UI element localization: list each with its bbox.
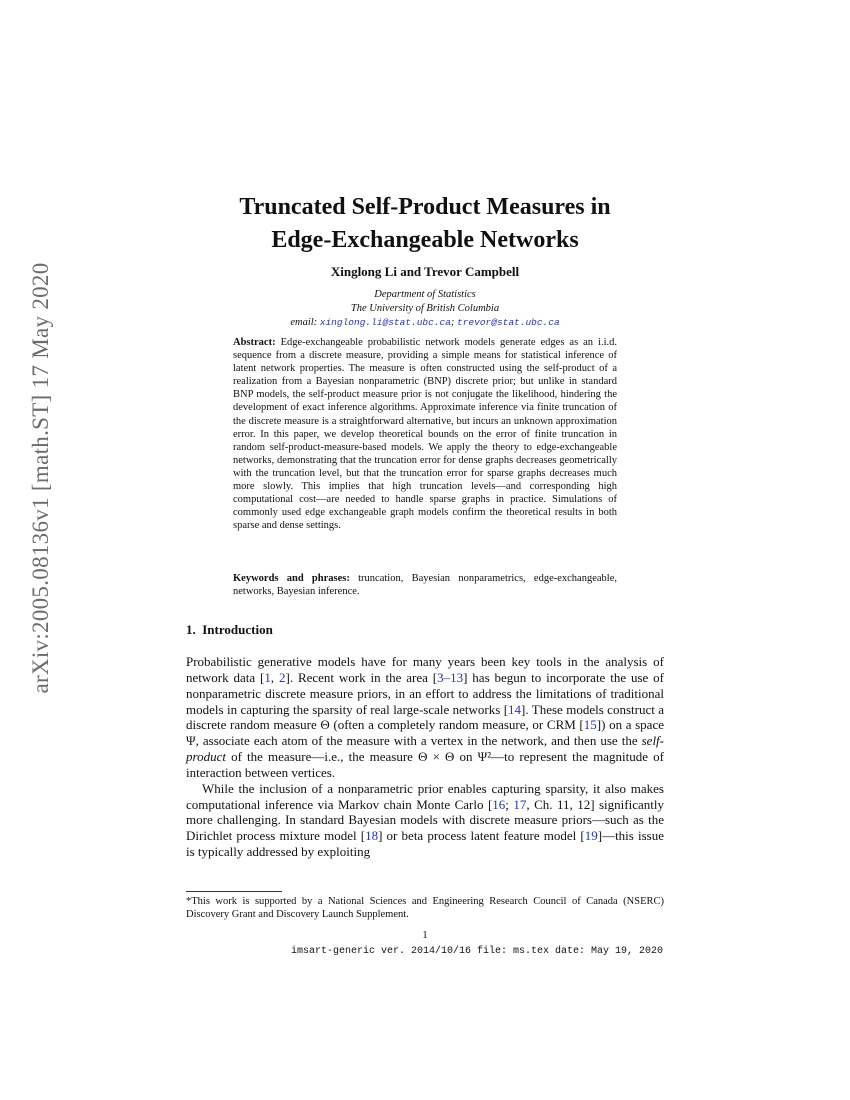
footnote-rule <box>186 891 282 892</box>
citation-link[interactable]: 19 <box>584 828 598 844</box>
text-run: While the inclusion of a nonparametric prior enables capturing sparsity, it also makes computational inference via Markov chain Monte Carlo [ <box>186 780 664 812</box>
imsart-footer: imsart-generic ver. 2014/10/16 file: ms.tex date: May 19, 2020 <box>290 946 663 957</box>
university: The University of British Columbia <box>350 303 500 314</box>
keywords-label: Keywords and phrases: <box>233 573 350 584</box>
department: Department of Statistics <box>374 289 476 300</box>
section-heading-introduction <box>186 622 273 638</box>
section-number: 1. <box>186 622 196 637</box>
keywords <box>233 572 617 598</box>
citation-link[interactable]: 1 <box>264 669 271 685</box>
title-line-2: Edge-Exchangeable Networks <box>271 227 579 253</box>
citation-link[interactable]: 3–13 <box>437 669 464 685</box>
abstract-text: Edge-exchangeable probabilistic network models generate edges as an i.i.d. sequence from a discrete measure, providing a simple means for statistical inference of latent network properties. The measure is often constructed using the self-product of a realization from a Bayesian nonparametric (BNP) discrete prior; but unlike in standard BNP models, the self-product measure prior is not conjugate the likelihood, hindering the development of exact inference algorithms. Approximate inference via finite truncation of the discrete measure is a straightforward alternative, but incurs an unknown approximation error. In this paper, we develop theoretical bounds on the error of finite truncation in random self-product-measure-based models. We apply the theory to edge-exchangeable networks, demonstrating that the truncation error for dense graphs decreases geometrically with the truncation level, but that the truncation error for sparse graphs decreases much more slowly. This implies that high truncation levels—and corresponding high computational cost—are needed to handle sparse graphs in practice. Simulations of commonly used edge exchangeable graph models confirm the theoretical results in both sparse and dense settings. <box>233 337 618 532</box>
citation-link[interactable]: 2 <box>278 669 286 685</box>
email-line <box>186 316 664 330</box>
title-line-1: Truncated Self-Product Measures in <box>239 194 611 220</box>
text-run: ]—this issue is typically addressed by exploiting <box>186 828 664 860</box>
email-separator: ; <box>450 317 455 328</box>
citation-link[interactable]: 18 <box>365 828 379 844</box>
text-run: Probabilistic generative models have for many years been key tools in the analysis of network data [ <box>186 654 664 685</box>
affiliation-block <box>186 288 664 330</box>
text-run: ]) on a space Ψ, associate each atom of the measure with a vertex in the network, and then use the <box>186 717 664 749</box>
section-title: Introduction <box>202 622 273 637</box>
text-run: ]. These models construct a discrete random measure Θ (often a completely random measure, or CRM [ <box>186 701 665 733</box>
citation-link[interactable]: 14 <box>508 701 522 717</box>
introduction-body <box>186 654 664 860</box>
email-prefix: email: <box>290 317 318 328</box>
paper-title <box>186 191 664 257</box>
abstract <box>233 336 617 532</box>
citation-link[interactable]: 15 <box>583 717 597 733</box>
text-run: ; <box>505 796 514 812</box>
footnote: *This work is supported by a National Sciences and Engineering Research Council of Canada (NSERC) Discovery Grant and Discovery Launch Supplement. <box>186 896 664 920</box>
arxiv-identifier: arXiv:2005.08136v1 [math.ST] 17 May 2020 <box>28 262 53 694</box>
abstract-label: Abstract: <box>233 337 276 348</box>
keywords-text: truncation, Bayesian nonparametrics, edge-exchangeable, networks, Bayesian inference. <box>233 573 617 598</box>
citation-link[interactable]: 16 <box>492 796 506 812</box>
intro-paragraph-2 <box>186 781 664 860</box>
email-link-li[interactable]: xinglong.li@stat.ubc.ca <box>319 317 451 328</box>
text-run: of the measure—i.e., the measure Θ × Θ on Ψ²—to represent the magnitude of interaction between vertices. <box>186 749 664 780</box>
citation-link[interactable]: 17 <box>513 796 527 812</box>
text-run: ] or beta process latent feature model [ <box>378 828 585 844</box>
text-run: ] has begun to incorporate the use of nonparametric discrete measure priors, in an effort to address the limitations of traditional models in capturing the sparsity of real large-scale networks [ <box>186 669 664 717</box>
arxiv-side-stamp <box>24 262 58 694</box>
email-link-campbell[interactable]: trevor@stat.ubc.ca <box>457 317 560 328</box>
page-number: 1 <box>422 929 428 941</box>
intro-paragraph-1 <box>186 654 664 781</box>
emphasis-self-product: self-product <box>186 733 664 765</box>
text-run: , <box>270 669 279 685</box>
paper-authors: Xinglong Li and Trevor Campbell <box>330 264 520 279</box>
text-run: ]. Recent work in the area [ <box>285 669 438 685</box>
text-run: , Ch. 11, 12] significantly more challenging. In standard Bayesian models with discrete measure priors—such as the Dirichlet process mixture model [ <box>186 796 664 844</box>
